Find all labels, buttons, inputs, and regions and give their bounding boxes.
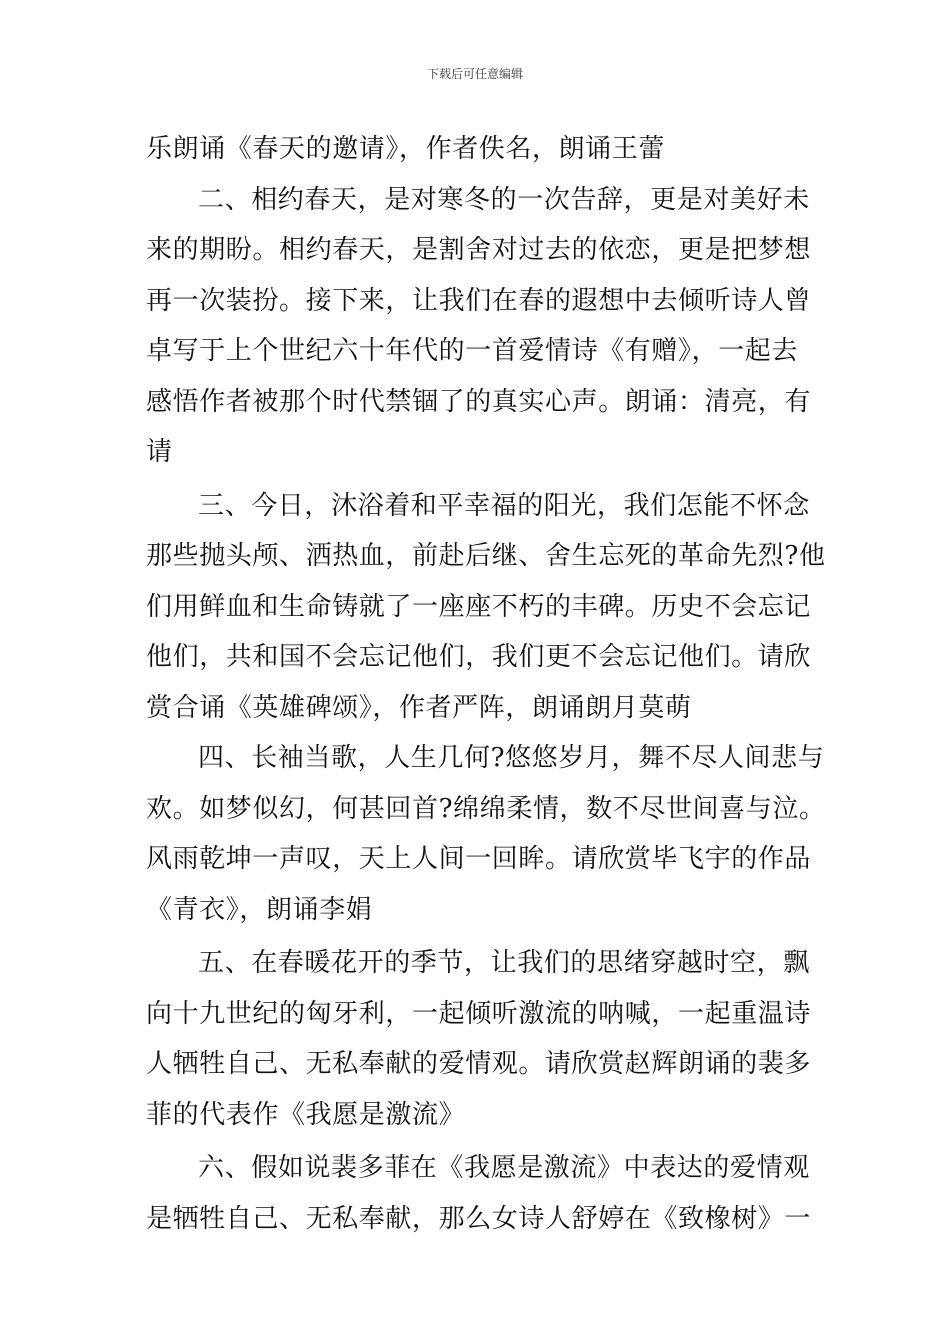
text-line: 人牺牲自己、无私奉献的爱情观。请欣赏赵辉朗诵的裴多: [146, 1049, 812, 1079]
text-line: 请: [146, 437, 173, 467]
paragraph-first-line: 三、今日，沐浴着和平幸福的阳光，我们怎能不怀念: [198, 490, 810, 521]
paragraph-first-line: 二、相约春天，是对寒冬的一次告辞，更是对美好未: [198, 184, 810, 215]
text-line: 欢。如梦似幻，何甚回首?绵绵柔情，数不尽世间喜与泣。: [146, 793, 826, 824]
text-line: 菲的代表作《我愿是激流》: [146, 1099, 466, 1130]
paragraph-first-line: 五、在春暖花开的季节，让我们的思绪穿越时空，飘: [198, 948, 810, 978]
document-body: [146, 124, 826, 1244]
text-line: 那些抛头颅、洒热血，前赴后继、舍生忘死的革命先烈?他: [146, 541, 826, 571]
text-line: 来的期盼。相约春天，是割舍对过去的依恋，更是把梦想: [146, 235, 812, 265]
text-line: 风雨乾坤一声叹，天上人间一回眸。请欣赏毕飞宇的作品: [146, 844, 812, 874]
text-line: 再一次装扮。接下来，让我们在春的遐想中去倾听诗人曾: [146, 285, 812, 316]
text-line: 卓写于上个世纪六十年代的一首爱情诗《有赠》，一起去: [146, 336, 799, 366]
paragraph-first-line: 四、长袖当歌，人生几何?悠悠岁月，舞不尽人间悲与: [198, 743, 825, 773]
page-header-note: 下载后可任意编辑: [426, 67, 523, 81]
text-line: 《青衣》，朗诵李娟: [146, 894, 373, 925]
text-line: 赏合诵《英雄碑颂》，作者严阵，朗诵朗月莫萌: [146, 692, 692, 723]
text-line: 们用鲜血和生命铸就了一座座不朽的丰碑。历史不会忘记: [146, 591, 812, 622]
text-line: 向十九世纪的匈牙利，一起倾听激流的呐喊，一起重温诗: [146, 998, 812, 1029]
text-line: 是牺牲自己、无私奉献，那么女诗人舒婷在《致橡树》一: [146, 1203, 812, 1234]
text-line: 他们，共和国不会忘记他们，我们更不会忘记他们。请欣: [146, 642, 812, 672]
text-line: 乐朗诵《春天的邀请》，作者佚名，朗诵王蕾: [146, 134, 666, 164]
paragraph-first-line: 六、假如说裴多菲在《我愿是激流》中表达的爱情观: [198, 1153, 810, 1183]
text-line: 感悟作者被那个时代禁锢了的真实心声。朗诵：清亮，有: [146, 386, 812, 417]
